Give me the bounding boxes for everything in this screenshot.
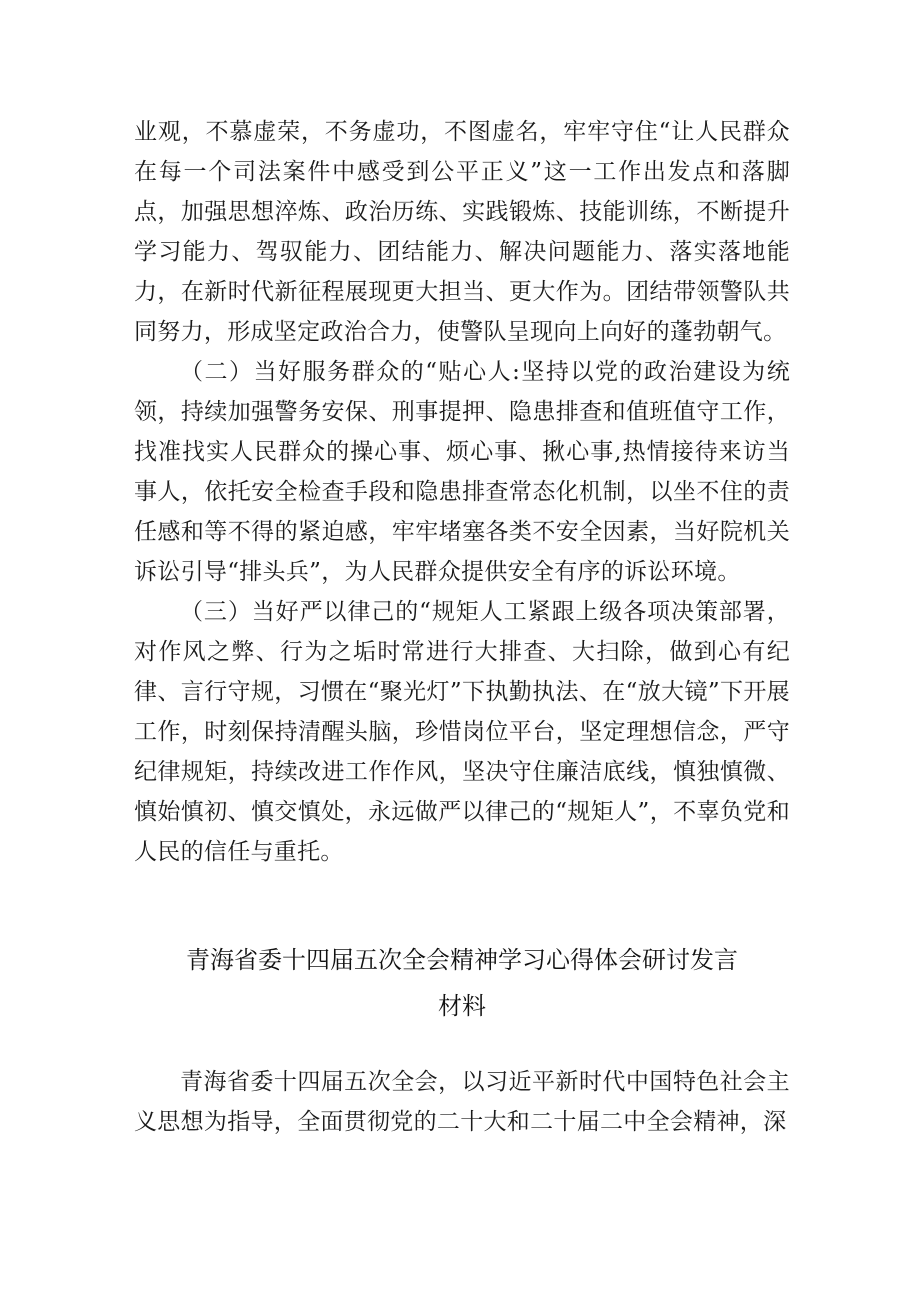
paragraph-section-two: （二）当好服务群众的“贴心人:坚持以党的政治建设为统领，持续加强警务安保、刑事提押、隐患排查和值班值守工作，找准找实人民群众的操心事、烦心事、揪心事,热情接待来访当事人，依托安全检查手段和隐患排查常态化机制，以坐不住的责任感和等不得的紧迫感，牢牢堵塞各类不安全因素，当好院机关诉讼引导“排头兵”，为人民群众提供安全有序的诉讼环境。 — [134, 359, 790, 585]
paragraph-intro: 青海省委十四届五次全会，以习近平新时代中国特色社会主义思想为指导，全面贯彻党的二十大和二十届二中全会精神，深 — [134, 1069, 790, 1135]
paragraph-continuation: 业观，不慕虚荣，不务虚功，不图虚名，牢牢守住“让人民群众在每一个司法案件中感受到公平正义”这一工作出发点和落脚点，加强思想淬炼、政治历练、实践锻炼、技能训练，不断提升学习能力、驾驭能力、团结能力、解决问题能力、落实落地能力，在新时代新征程展现更大担当、更大作为。团结带领警队共同努力，形成坚定政治合力，使警队呈现向上向好的蓬勃朝气。 — [134, 119, 790, 345]
document-heading-line2: 材料 — [438, 992, 486, 1020]
body-text-bottom — [134, 1062, 790, 1142]
body-text-top — [134, 112, 790, 872]
paragraph-section-three: （三）当好严以律己的“规矩人工紧跟上级各项决策部署，对作风之弊、行为之垢时常进行大排查、大扫除，做到心有纪律、言行守规，习惯在“聚光灯”下执勤执法、在“放大镜”下开展工作，时刻保持清醒头脑，珍惜岗位平台，坚定理想信念，严守纪律规矩，持续改进工作作风，坚决守住廉洁底线，慎独慎微、慎始慎初、慎交慎处，永远做严以律己的“规矩人”，不辜负党和人民的信任与重托。 — [134, 599, 790, 865]
document-heading-line1: 青海省委十四届五次全会精神学习心得体会研讨发言 — [186, 946, 738, 974]
